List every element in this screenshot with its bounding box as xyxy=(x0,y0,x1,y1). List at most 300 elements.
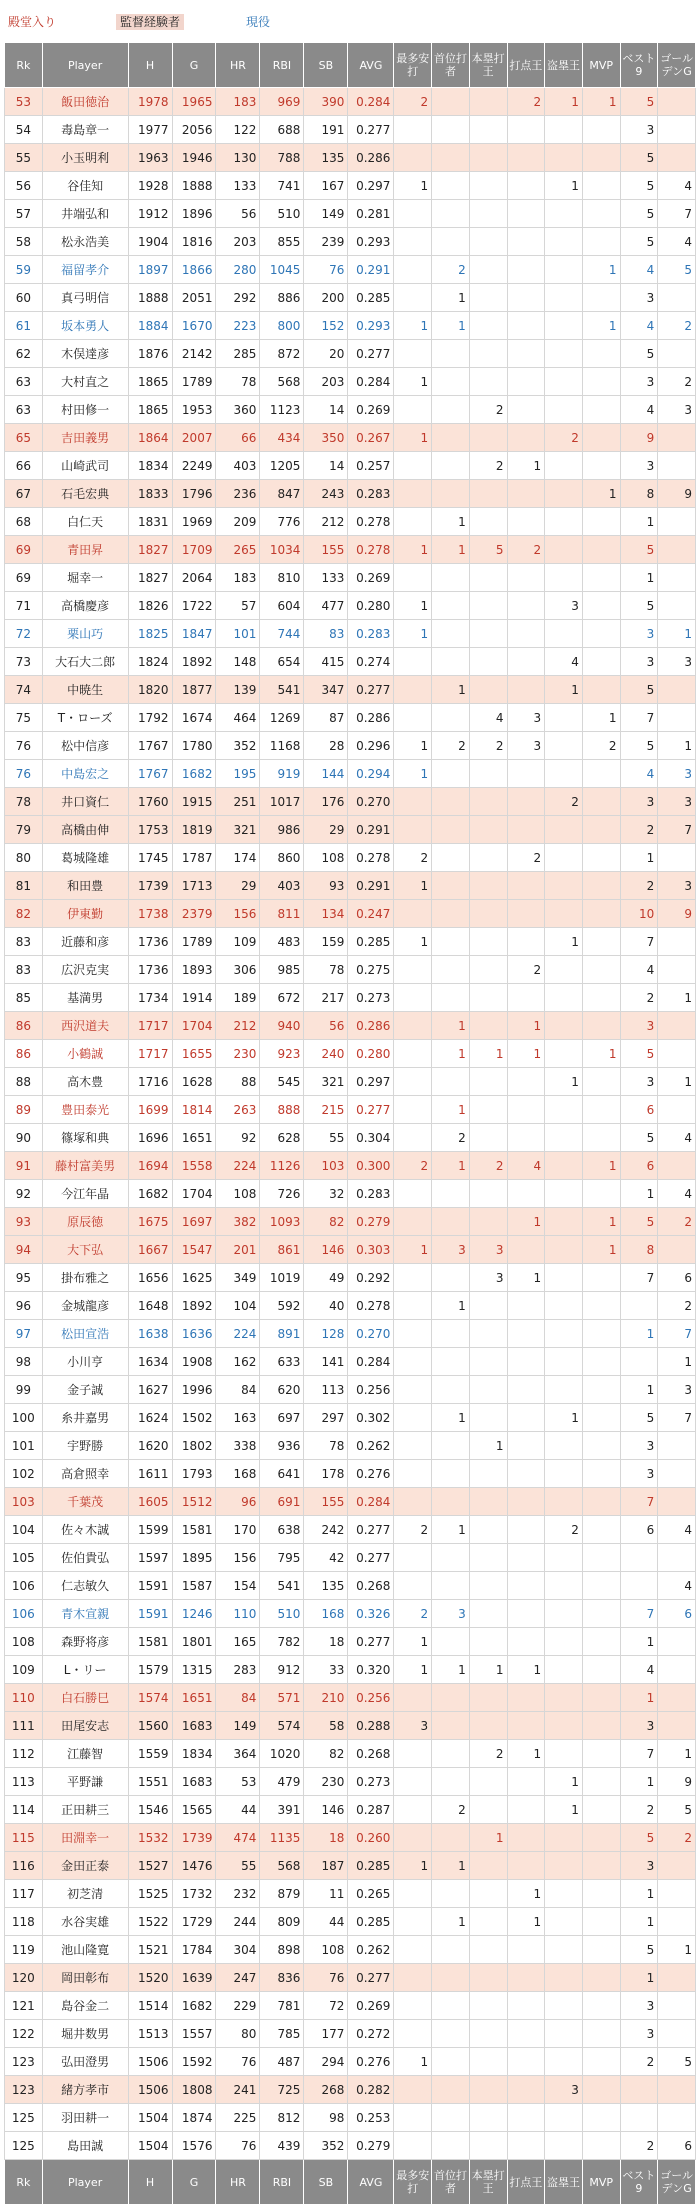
stat-cell: 1816 xyxy=(172,228,216,256)
player-name: 大村直之 xyxy=(42,368,128,396)
stat-cell: 1587 xyxy=(172,1572,216,1600)
stat-cell: 1 xyxy=(394,172,432,200)
stat-cell: 1953 xyxy=(172,396,216,424)
stat-cell: 3 xyxy=(545,2076,583,2104)
stat-cell: 1893 xyxy=(172,956,216,984)
stat-cell: 1 xyxy=(432,1852,470,1880)
stat-cell: 574 xyxy=(260,1712,304,1740)
table-header-bottom xyxy=(5,2160,696,2205)
stat-cell: 0.281 xyxy=(348,200,394,228)
stat-cell: 1 xyxy=(507,1040,545,1068)
table-row xyxy=(5,424,696,452)
stat-cell: 224 xyxy=(216,1152,260,1180)
table-row xyxy=(5,1572,696,1600)
stat-cell: 3 xyxy=(620,1068,658,1096)
stat-cell xyxy=(545,2104,583,2132)
rank-cell: 104 xyxy=(5,1516,43,1544)
stat-cell: 1696 xyxy=(128,1124,172,1152)
rank-cell: 62 xyxy=(5,340,43,368)
stat-cell: 3 xyxy=(620,1992,658,2020)
stat-cell xyxy=(507,1768,545,1796)
stat-cell xyxy=(469,2020,507,2048)
stat-cell: 861 xyxy=(260,1236,304,1264)
stat-cell: 1908 xyxy=(172,1348,216,1376)
stat-cell: 1 xyxy=(507,1740,545,1768)
stat-cell: 56 xyxy=(216,200,260,228)
table-row xyxy=(5,480,696,508)
stat-cell: 0.272 xyxy=(348,2020,394,2048)
stat-cell xyxy=(432,844,470,872)
rank-cell: 115 xyxy=(5,1824,43,1852)
stat-cell xyxy=(507,1404,545,1432)
player-name: 井端弘和 xyxy=(42,200,128,228)
stat-cell xyxy=(432,620,470,648)
stat-cell: 82 xyxy=(304,1208,348,1236)
stat-cell: 139 xyxy=(216,676,260,704)
stat-cell xyxy=(432,872,470,900)
player-name: L・リー xyxy=(42,1656,128,1684)
stat-cell: 439 xyxy=(260,2132,304,2160)
stat-cell: 2051 xyxy=(172,284,216,312)
stat-cell xyxy=(469,620,507,648)
stat-cell: 800 xyxy=(260,312,304,340)
stat-cell: 0.303 xyxy=(348,1236,394,1264)
stat-cell xyxy=(582,228,620,256)
stat-cell: 7 xyxy=(620,1740,658,1768)
rank-cell: 56 xyxy=(5,172,43,200)
rank-cell: 113 xyxy=(5,1768,43,1796)
stat-cell xyxy=(507,1628,545,1656)
player-name: 羽田耕一 xyxy=(42,2104,128,2132)
stat-cell xyxy=(469,284,507,312)
stat-cell: 1 xyxy=(394,2048,432,2076)
stat-cell xyxy=(545,1012,583,1040)
stat-cell: 1888 xyxy=(128,284,172,312)
stat-cell xyxy=(582,788,620,816)
column-header: ゴールデンG xyxy=(658,43,696,88)
rank-cell: 68 xyxy=(5,508,43,536)
stat-cell: 1 xyxy=(469,1040,507,1068)
stat-cell: 0.283 xyxy=(348,1180,394,1208)
rank-cell: 75 xyxy=(5,704,43,732)
stat-cell: 483 xyxy=(260,928,304,956)
stat-cell: 130 xyxy=(216,144,260,172)
stat-cell xyxy=(582,508,620,536)
table-row xyxy=(5,2048,696,2076)
table-row xyxy=(5,172,696,200)
stat-cell: 1789 xyxy=(172,368,216,396)
stat-cell xyxy=(469,1908,507,1936)
stat-cell xyxy=(469,956,507,984)
player-name: 坂本勇人 xyxy=(42,312,128,340)
rank-cell: 76 xyxy=(5,732,43,760)
table-row xyxy=(5,1600,696,1628)
stat-cell: 1682 xyxy=(128,1180,172,1208)
stat-cell xyxy=(394,1992,432,2020)
stat-cell: 3 xyxy=(658,788,696,816)
stat-cell: 6 xyxy=(658,2132,696,2160)
stat-cell xyxy=(545,144,583,172)
rank-cell: 55 xyxy=(5,144,43,172)
stat-cell: 44 xyxy=(304,1908,348,1936)
stat-cell: 1576 xyxy=(172,2132,216,2160)
stat-cell: 912 xyxy=(260,1656,304,1684)
stat-cell xyxy=(507,368,545,396)
stat-cell xyxy=(582,424,620,452)
stat-cell xyxy=(507,1992,545,2020)
stat-cell xyxy=(658,1488,696,1516)
stat-cell xyxy=(582,676,620,704)
stat-cell xyxy=(469,900,507,928)
stat-cell: 76 xyxy=(304,256,348,284)
player-name: 青田昇 xyxy=(42,536,128,564)
table-row xyxy=(5,368,696,396)
stat-cell: 2 xyxy=(432,1124,470,1152)
stat-cell: 1824 xyxy=(128,648,172,676)
stat-cell: 1521 xyxy=(128,1936,172,1964)
stat-cell: 1636 xyxy=(172,1320,216,1348)
stat-cell: 744 xyxy=(260,620,304,648)
stat-cell: 1 xyxy=(582,1040,620,1068)
stat-cell: 1914 xyxy=(172,984,216,1012)
stat-cell xyxy=(658,1236,696,1264)
stat-cell: 110 xyxy=(216,1600,260,1628)
stat-cell xyxy=(469,1880,507,1908)
stat-cell xyxy=(658,2076,696,2104)
stat-cell: 726 xyxy=(260,1180,304,1208)
stat-cell: 347 xyxy=(304,676,348,704)
stat-cell xyxy=(507,172,545,200)
table-row xyxy=(5,340,696,368)
table-row xyxy=(5,1628,696,1656)
stat-cell: 321 xyxy=(304,1068,348,1096)
stat-cell xyxy=(582,536,620,564)
stat-cell: 1 xyxy=(394,620,432,648)
stat-cell: 78 xyxy=(304,1432,348,1460)
stat-cell xyxy=(394,1572,432,1600)
stat-cell: 1767 xyxy=(128,760,172,788)
stat-cell: 5 xyxy=(620,1936,658,1964)
stat-cell: 1558 xyxy=(172,1152,216,1180)
stat-cell: 0.302 xyxy=(348,1404,394,1432)
stat-cell: 1 xyxy=(658,620,696,648)
stat-cell xyxy=(545,984,583,1012)
stat-cell: 4 xyxy=(658,172,696,200)
stat-cell xyxy=(658,88,696,116)
stat-cell xyxy=(469,1124,507,1152)
stat-cell: 93 xyxy=(304,872,348,900)
stat-cell: 3 xyxy=(620,368,658,396)
stat-cell: 1656 xyxy=(128,1264,172,1292)
stat-cell: 390 xyxy=(304,88,348,116)
stat-cell: 3 xyxy=(507,704,545,732)
stat-cell: 9 xyxy=(658,1768,696,1796)
player-name: 伊東勤 xyxy=(42,900,128,928)
stat-cell: 1717 xyxy=(128,1040,172,1068)
stat-cell xyxy=(432,1488,470,1516)
stat-cell: 1 xyxy=(582,480,620,508)
stat-cell: 183 xyxy=(216,564,260,592)
stat-cell: 230 xyxy=(216,1040,260,1068)
player-name: 栗山巧 xyxy=(42,620,128,648)
stat-cell xyxy=(469,1488,507,1516)
stat-cell: 382 xyxy=(216,1208,260,1236)
stat-cell: 1532 xyxy=(128,1824,172,1852)
rank-cell: 101 xyxy=(5,1432,43,1460)
stat-cell: 936 xyxy=(260,1432,304,1460)
rank-cell: 63 xyxy=(5,396,43,424)
stat-cell xyxy=(545,1544,583,1572)
stat-cell xyxy=(545,620,583,648)
player-name: 広沢克実 xyxy=(42,956,128,984)
stat-cell: 0.285 xyxy=(348,284,394,312)
rank-cell: 118 xyxy=(5,1908,43,1936)
stat-cell: 782 xyxy=(260,1628,304,1656)
stat-cell xyxy=(545,760,583,788)
stat-cell xyxy=(582,1908,620,1936)
stat-cell xyxy=(394,452,432,480)
stat-cell: 2 xyxy=(658,312,696,340)
stat-cell: 1168 xyxy=(260,732,304,760)
stat-cell: 1 xyxy=(432,1292,470,1320)
stat-cell: 1946 xyxy=(172,144,216,172)
stat-cell xyxy=(582,872,620,900)
stat-cell: 10 xyxy=(620,900,658,928)
stat-cell xyxy=(620,2104,658,2132)
stat-cell: 1825 xyxy=(128,620,172,648)
stat-cell xyxy=(507,1796,545,1824)
stat-cell: 0.284 xyxy=(348,1348,394,1376)
stat-cell: 1717 xyxy=(128,1012,172,1040)
player-name: 金子誠 xyxy=(42,1376,128,1404)
stat-cell: 3 xyxy=(469,1264,507,1292)
stat-cell: 84 xyxy=(216,1684,260,1712)
stat-cell: 847 xyxy=(260,480,304,508)
stat-cell: 40 xyxy=(304,1292,348,1320)
stat-cell: 5 xyxy=(620,536,658,564)
stat-cell: 1827 xyxy=(128,564,172,592)
stat-cell xyxy=(432,424,470,452)
stat-cell: 49 xyxy=(304,1264,348,1292)
stat-cell: 1560 xyxy=(128,1712,172,1740)
stat-cell xyxy=(394,1180,432,1208)
stat-cell: 1581 xyxy=(172,1516,216,1544)
rank-cell: 82 xyxy=(5,900,43,928)
stat-cell xyxy=(432,816,470,844)
stat-cell xyxy=(432,928,470,956)
stat-cell xyxy=(582,1712,620,1740)
stat-cell: 83 xyxy=(304,620,348,648)
stat-cell xyxy=(432,1208,470,1236)
player-name: 田淵幸一 xyxy=(42,1824,128,1852)
stat-cell: 92 xyxy=(216,1124,260,1152)
stat-cell: 1874 xyxy=(172,2104,216,2132)
column-header: 本塁打王 xyxy=(469,2160,507,2205)
stat-cell: 0.276 xyxy=(348,2048,394,2076)
player-name: 高橋慶彦 xyxy=(42,592,128,620)
stat-cell xyxy=(394,1432,432,1460)
rank-cell: 88 xyxy=(5,1068,43,1096)
stat-cell: 1713 xyxy=(172,872,216,900)
stat-cell: 1 xyxy=(620,1880,658,1908)
column-header: 打点王 xyxy=(507,43,545,88)
player-name: 白仁天 xyxy=(42,508,128,536)
stat-cell xyxy=(469,844,507,872)
stat-cell xyxy=(507,1516,545,1544)
stat-cell: 0.267 xyxy=(348,424,394,452)
stat-cell: 1896 xyxy=(172,200,216,228)
table-row xyxy=(5,88,696,116)
stat-cell: 1787 xyxy=(172,844,216,872)
column-header: RBI xyxy=(260,43,304,88)
stat-cell xyxy=(394,284,432,312)
table-row xyxy=(5,732,696,760)
stat-cell: 5 xyxy=(658,2048,696,2076)
stat-cell: 1827 xyxy=(128,536,172,564)
rank-cell: 121 xyxy=(5,1992,43,2020)
stat-cell: 1753 xyxy=(128,816,172,844)
stat-cell: 3 xyxy=(620,116,658,144)
stat-cell: 1655 xyxy=(172,1040,216,1068)
player-name: 藤村富美男 xyxy=(42,1152,128,1180)
stat-cell: 0.268 xyxy=(348,1740,394,1768)
stat-cell xyxy=(582,1852,620,1880)
stat-cell xyxy=(432,144,470,172)
stat-cell: 1 xyxy=(432,676,470,704)
stat-cell: 5 xyxy=(658,256,696,284)
stat-cell: 5 xyxy=(620,172,658,200)
stat-cell: 788 xyxy=(260,144,304,172)
stat-cell xyxy=(394,480,432,508)
player-name: 高倉照幸 xyxy=(42,1460,128,1488)
stat-cell xyxy=(658,676,696,704)
stat-cell: 1 xyxy=(432,508,470,536)
stat-cell: 122 xyxy=(216,116,260,144)
stat-cell: 1 xyxy=(394,928,432,956)
stat-cell: 1814 xyxy=(172,1096,216,1124)
table-row xyxy=(5,1292,696,1320)
stat-cell: 1 xyxy=(620,1628,658,1656)
stat-cell: 58 xyxy=(304,1712,348,1740)
stat-cell: 0.280 xyxy=(348,592,394,620)
stat-cell: 170 xyxy=(216,1516,260,1544)
stat-cell: 5 xyxy=(620,340,658,368)
stat-cell: 1 xyxy=(507,1880,545,1908)
stat-cell: 1581 xyxy=(128,1628,172,1656)
stat-cell: 1512 xyxy=(172,1488,216,1516)
stat-cell xyxy=(507,116,545,144)
stat-cell: 1834 xyxy=(128,452,172,480)
stat-cell: 217 xyxy=(304,984,348,1012)
stat-cell: 349 xyxy=(216,1264,260,1292)
stat-cell xyxy=(469,1628,507,1656)
stat-cell: 7 xyxy=(658,200,696,228)
stat-cell xyxy=(545,340,583,368)
stat-cell xyxy=(582,284,620,312)
stat-cell: 1 xyxy=(582,312,620,340)
stat-cell xyxy=(658,1880,696,1908)
column-header: 首位打者 xyxy=(432,2160,470,2205)
stat-cell xyxy=(394,1684,432,1712)
stat-cell: 1 xyxy=(394,424,432,452)
table-row xyxy=(5,760,696,788)
stat-cell: 1597 xyxy=(128,1544,172,1572)
stat-cell: 0.269 xyxy=(348,564,394,592)
stat-cell: 1 xyxy=(432,536,470,564)
rank-cell: 95 xyxy=(5,1264,43,1292)
stat-cell xyxy=(469,984,507,1012)
stat-cell xyxy=(658,564,696,592)
stat-cell: 11 xyxy=(304,1880,348,1908)
stat-cell xyxy=(582,1796,620,1824)
table-header-top xyxy=(5,43,696,88)
stat-cell: 403 xyxy=(260,872,304,900)
stat-cell: 568 xyxy=(260,368,304,396)
stat-cell: 6 xyxy=(620,1152,658,1180)
stat-cell: 4 xyxy=(620,1656,658,1684)
stat-cell xyxy=(545,2132,583,2160)
stat-cell: 0.284 xyxy=(348,1488,394,1516)
stat-cell: 2 xyxy=(469,1740,507,1768)
stat-cell xyxy=(432,1376,470,1404)
stat-cell xyxy=(432,564,470,592)
player-name: 島谷金二 xyxy=(42,1992,128,2020)
player-name: 原辰徳 xyxy=(42,1208,128,1236)
stat-cell xyxy=(658,116,696,144)
stat-cell xyxy=(432,1628,470,1656)
stat-cell: 1638 xyxy=(128,1320,172,1348)
stat-cell: 3 xyxy=(620,1460,658,1488)
stat-cell: 1 xyxy=(432,312,470,340)
table-row xyxy=(5,956,696,984)
rank-cell: 105 xyxy=(5,1544,43,1572)
stat-cell: 3 xyxy=(469,1236,507,1264)
stat-cell xyxy=(507,1824,545,1852)
stat-cell xyxy=(507,1068,545,1096)
rank-cell: 59 xyxy=(5,256,43,284)
stat-cell: 672 xyxy=(260,984,304,1012)
stat-cell xyxy=(394,1124,432,1152)
stat-cell: 1 xyxy=(620,1180,658,1208)
stat-cell: 3 xyxy=(507,732,545,760)
stat-cell xyxy=(658,424,696,452)
stat-cell: 1 xyxy=(394,536,432,564)
stat-cell: 2 xyxy=(394,1600,432,1628)
table-row xyxy=(5,1404,696,1432)
stat-cell: 2 xyxy=(394,88,432,116)
stat-cell: 0.287 xyxy=(348,1796,394,1824)
stat-cell: 6 xyxy=(658,1600,696,1628)
rank-cell: 110 xyxy=(5,1684,43,1712)
stat-cell: 2 xyxy=(658,1824,696,1852)
player-name: 村田修一 xyxy=(42,396,128,424)
stat-cell: 888 xyxy=(260,1096,304,1124)
stat-cell: 1591 xyxy=(128,1600,172,1628)
stat-cell: 0.262 xyxy=(348,1936,394,1964)
stat-cell xyxy=(432,1740,470,1768)
stat-cell: 0.277 xyxy=(348,1516,394,1544)
stat-cell: 6 xyxy=(620,1096,658,1124)
stat-cell: 1579 xyxy=(128,1656,172,1684)
stat-cell: 82 xyxy=(304,1740,348,1768)
stat-cell: 152 xyxy=(304,312,348,340)
stat-cell: 3 xyxy=(620,620,658,648)
stat-cell: 2379 xyxy=(172,900,216,928)
table-row xyxy=(5,1684,696,1712)
stat-cell xyxy=(432,200,470,228)
stat-cell: 251 xyxy=(216,788,260,816)
stat-cell xyxy=(432,340,470,368)
